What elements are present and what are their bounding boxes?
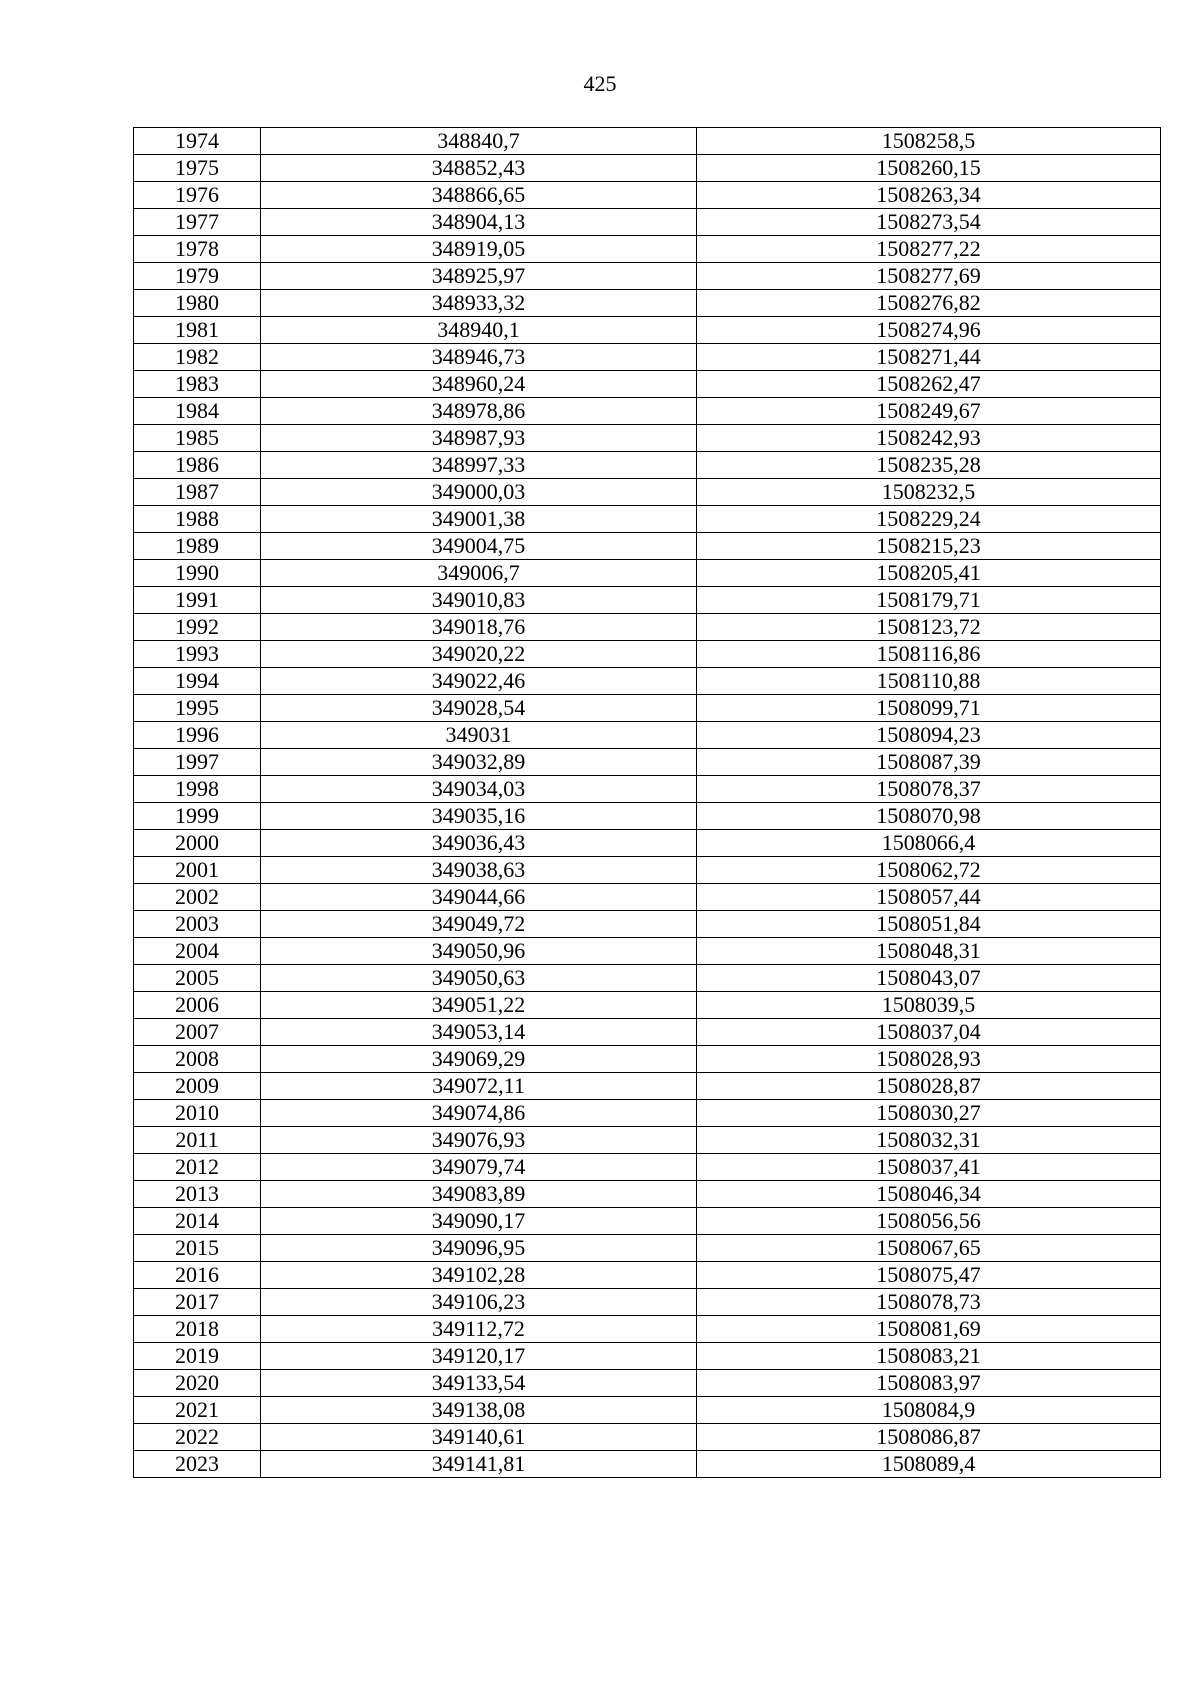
- x-coordinate-cell: 349018,76: [261, 614, 697, 641]
- year-cell: 2008: [134, 1046, 261, 1073]
- x-coordinate-cell: 348904,13: [261, 209, 697, 236]
- table-row: [134, 128, 1161, 155]
- x-coordinate-cell: 349022,46: [261, 668, 697, 695]
- table-row: [134, 1316, 1161, 1343]
- table-row: [134, 155, 1161, 182]
- x-coordinate-cell: 348840,7: [261, 128, 697, 155]
- x-coordinate-cell: 348852,43: [261, 155, 697, 182]
- x-coordinate-cell: 349010,83: [261, 587, 697, 614]
- x-coordinate-cell: 348925,97: [261, 263, 697, 290]
- y-coordinate-cell: 1508057,44: [697, 884, 1161, 911]
- year-cell: 2004: [134, 938, 261, 965]
- table-row: [134, 1343, 1161, 1370]
- year-cell: 2023: [134, 1451, 261, 1478]
- table-row: [134, 587, 1161, 614]
- x-coordinate-cell: 349138,08: [261, 1397, 697, 1424]
- y-coordinate-cell: 1508030,27: [697, 1100, 1161, 1127]
- table-row: [134, 1208, 1161, 1235]
- table-row: [134, 263, 1161, 290]
- x-coordinate-cell: 348946,73: [261, 344, 697, 371]
- y-coordinate-cell: 1508086,87: [697, 1424, 1161, 1451]
- table-row: [134, 884, 1161, 911]
- y-coordinate-cell: 1508249,67: [697, 398, 1161, 425]
- y-coordinate-cell: 1508032,31: [697, 1127, 1161, 1154]
- x-coordinate-cell: 349141,81: [261, 1451, 697, 1478]
- table-body: [134, 128, 1161, 1478]
- year-cell: 2003: [134, 911, 261, 938]
- year-cell: 1997: [134, 749, 261, 776]
- y-coordinate-cell: 1508037,04: [697, 1019, 1161, 1046]
- x-coordinate-cell: 348997,33: [261, 452, 697, 479]
- y-coordinate-cell: 1508110,88: [697, 668, 1161, 695]
- y-coordinate-cell: 1508051,84: [697, 911, 1161, 938]
- year-cell: 2001: [134, 857, 261, 884]
- x-coordinate-cell: 349032,89: [261, 749, 697, 776]
- year-cell: 1986: [134, 452, 261, 479]
- y-coordinate-cell: 1508116,86: [697, 641, 1161, 668]
- year-cell: 2002: [134, 884, 261, 911]
- table-row: [134, 1235, 1161, 1262]
- x-coordinate-cell: 349049,72: [261, 911, 697, 938]
- x-coordinate-cell: 349044,66: [261, 884, 697, 911]
- table-row: [134, 1262, 1161, 1289]
- table-row: [134, 1451, 1161, 1478]
- x-coordinate-cell: 349053,14: [261, 1019, 697, 1046]
- year-cell: 2005: [134, 965, 261, 992]
- year-cell: 2021: [134, 1397, 261, 1424]
- y-coordinate-cell: 1508084,9: [697, 1397, 1161, 1424]
- year-cell: 1987: [134, 479, 261, 506]
- table-row: [134, 722, 1161, 749]
- table-row: [134, 1289, 1161, 1316]
- table-row: [134, 236, 1161, 263]
- y-coordinate-cell: 1508277,22: [697, 236, 1161, 263]
- y-coordinate-cell: 1508089,4: [697, 1451, 1161, 1478]
- table-row: [134, 317, 1161, 344]
- table-row: [134, 398, 1161, 425]
- year-cell: 1979: [134, 263, 261, 290]
- year-cell: 2018: [134, 1316, 261, 1343]
- table-row: [134, 1424, 1161, 1451]
- table-row: [134, 1127, 1161, 1154]
- y-coordinate-cell: 1508046,34: [697, 1181, 1161, 1208]
- y-coordinate-cell: 1508260,15: [697, 155, 1161, 182]
- x-coordinate-cell: 349090,17: [261, 1208, 697, 1235]
- x-coordinate-cell: 349051,22: [261, 992, 697, 1019]
- table-row: [134, 371, 1161, 398]
- y-coordinate-cell: 1508066,4: [697, 830, 1161, 857]
- table-row: [134, 1019, 1161, 1046]
- year-cell: 1981: [134, 317, 261, 344]
- year-cell: 2020: [134, 1370, 261, 1397]
- table-row: [134, 965, 1161, 992]
- year-cell: 2013: [134, 1181, 261, 1208]
- table-row: [134, 992, 1161, 1019]
- x-coordinate-cell: 349083,89: [261, 1181, 697, 1208]
- y-coordinate-cell: 1508242,93: [697, 425, 1161, 452]
- x-coordinate-cell: 349140,61: [261, 1424, 697, 1451]
- year-cell: 1974: [134, 128, 261, 155]
- table-row: [134, 290, 1161, 317]
- x-coordinate-cell: 348960,24: [261, 371, 697, 398]
- year-cell: 1990: [134, 560, 261, 587]
- year-cell: 1994: [134, 668, 261, 695]
- y-coordinate-cell: 1508263,34: [697, 182, 1161, 209]
- table-row: [134, 1370, 1161, 1397]
- y-coordinate-cell: 1508028,93: [697, 1046, 1161, 1073]
- y-coordinate-cell: 1508229,24: [697, 506, 1161, 533]
- table-row: [134, 1181, 1161, 1208]
- y-coordinate-cell: 1508056,56: [697, 1208, 1161, 1235]
- x-coordinate-cell: 349072,11: [261, 1073, 697, 1100]
- x-coordinate-cell: 349120,17: [261, 1343, 697, 1370]
- coordinates-table: [133, 127, 1161, 1478]
- x-coordinate-cell: 349028,54: [261, 695, 697, 722]
- y-coordinate-cell: 1508274,96: [697, 317, 1161, 344]
- year-cell: 2009: [134, 1073, 261, 1100]
- x-coordinate-cell: 348987,93: [261, 425, 697, 452]
- y-coordinate-cell: 1508087,39: [697, 749, 1161, 776]
- x-coordinate-cell: 349079,74: [261, 1154, 697, 1181]
- year-cell: 2011: [134, 1127, 261, 1154]
- year-cell: 1992: [134, 614, 261, 641]
- year-cell: 2000: [134, 830, 261, 857]
- y-coordinate-cell: 1508067,65: [697, 1235, 1161, 1262]
- table-row: [134, 938, 1161, 965]
- table-row: [134, 1100, 1161, 1127]
- table-row: [134, 560, 1161, 587]
- year-cell: 1980: [134, 290, 261, 317]
- year-cell: 1999: [134, 803, 261, 830]
- y-coordinate-cell: 1508123,72: [697, 614, 1161, 641]
- year-cell: 1984: [134, 398, 261, 425]
- table-row: [134, 344, 1161, 371]
- x-coordinate-cell: 349031: [261, 722, 697, 749]
- table-row: [134, 857, 1161, 884]
- table-row: [134, 695, 1161, 722]
- year-cell: 1978: [134, 236, 261, 263]
- year-cell: 1991: [134, 587, 261, 614]
- table-row: [134, 1046, 1161, 1073]
- x-coordinate-cell: 349001,38: [261, 506, 697, 533]
- table-row: [134, 1073, 1161, 1100]
- year-cell: 2022: [134, 1424, 261, 1451]
- table-row: [134, 803, 1161, 830]
- table-row: [134, 668, 1161, 695]
- y-coordinate-cell: 1508215,23: [697, 533, 1161, 560]
- x-coordinate-cell: 348866,65: [261, 182, 697, 209]
- year-cell: 2015: [134, 1235, 261, 1262]
- y-coordinate-cell: 1508083,97: [697, 1370, 1161, 1397]
- x-coordinate-cell: 348933,32: [261, 290, 697, 317]
- table-row: [134, 533, 1161, 560]
- y-coordinate-cell: 1508081,69: [697, 1316, 1161, 1343]
- year-cell: 1976: [134, 182, 261, 209]
- x-coordinate-cell: 348978,86: [261, 398, 697, 425]
- year-cell: 1982: [134, 344, 261, 371]
- y-coordinate-cell: 1508099,71: [697, 695, 1161, 722]
- y-coordinate-cell: 1508258,5: [697, 128, 1161, 155]
- y-coordinate-cell: 1508083,21: [697, 1343, 1161, 1370]
- y-coordinate-cell: 1508062,72: [697, 857, 1161, 884]
- y-coordinate-cell: 1508271,44: [697, 344, 1161, 371]
- y-coordinate-cell: 1508048,31: [697, 938, 1161, 965]
- x-coordinate-cell: 349112,72: [261, 1316, 697, 1343]
- table-row: [134, 452, 1161, 479]
- table-row: [134, 911, 1161, 938]
- x-coordinate-cell: 349036,43: [261, 830, 697, 857]
- x-coordinate-cell: 348940,1: [261, 317, 697, 344]
- x-coordinate-cell: 349133,54: [261, 1370, 697, 1397]
- x-coordinate-cell: 349004,75: [261, 533, 697, 560]
- table-row: [134, 830, 1161, 857]
- table-row: [134, 749, 1161, 776]
- table-row: [134, 182, 1161, 209]
- year-cell: 1995: [134, 695, 261, 722]
- y-coordinate-cell: 1508205,41: [697, 560, 1161, 587]
- year-cell: 1983: [134, 371, 261, 398]
- y-coordinate-cell: 1508179,71: [697, 587, 1161, 614]
- y-coordinate-cell: 1508078,37: [697, 776, 1161, 803]
- y-coordinate-cell: 1508078,73: [697, 1289, 1161, 1316]
- x-coordinate-cell: 349000,03: [261, 479, 697, 506]
- y-coordinate-cell: 1508075,47: [697, 1262, 1161, 1289]
- year-cell: 1988: [134, 506, 261, 533]
- table-row: [134, 1154, 1161, 1181]
- year-cell: 1998: [134, 776, 261, 803]
- y-coordinate-cell: 1508037,41: [697, 1154, 1161, 1181]
- year-cell: 2019: [134, 1343, 261, 1370]
- table-row: [134, 776, 1161, 803]
- y-coordinate-cell: 1508273,54: [697, 209, 1161, 236]
- year-cell: 1996: [134, 722, 261, 749]
- y-coordinate-cell: 1508028,87: [697, 1073, 1161, 1100]
- x-coordinate-cell: 349020,22: [261, 641, 697, 668]
- x-coordinate-cell: 348919,05: [261, 236, 697, 263]
- x-coordinate-cell: 349074,86: [261, 1100, 697, 1127]
- year-cell: 1985: [134, 425, 261, 452]
- x-coordinate-cell: 349106,23: [261, 1289, 697, 1316]
- y-coordinate-cell: 1508043,07: [697, 965, 1161, 992]
- x-coordinate-cell: 349076,93: [261, 1127, 697, 1154]
- table-row: [134, 1397, 1161, 1424]
- y-coordinate-cell: 1508277,69: [697, 263, 1161, 290]
- year-cell: 2016: [134, 1262, 261, 1289]
- year-cell: 1993: [134, 641, 261, 668]
- table-row: [134, 506, 1161, 533]
- x-coordinate-cell: 349069,29: [261, 1046, 697, 1073]
- table-row: [134, 641, 1161, 668]
- x-coordinate-cell: 349050,96: [261, 938, 697, 965]
- x-coordinate-cell: 349102,28: [261, 1262, 697, 1289]
- table-row: [134, 209, 1161, 236]
- year-cell: 1989: [134, 533, 261, 560]
- year-cell: 2014: [134, 1208, 261, 1235]
- year-cell: 2007: [134, 1019, 261, 1046]
- year-cell: 1975: [134, 155, 261, 182]
- year-cell: 2017: [134, 1289, 261, 1316]
- x-coordinate-cell: 349096,95: [261, 1235, 697, 1262]
- table-row: [134, 425, 1161, 452]
- year-cell: 1977: [134, 209, 261, 236]
- y-coordinate-cell: 1508094,23: [697, 722, 1161, 749]
- x-coordinate-cell: 349038,63: [261, 857, 697, 884]
- year-cell: 2012: [134, 1154, 261, 1181]
- table-row: [134, 614, 1161, 641]
- y-coordinate-cell: 1508235,28: [697, 452, 1161, 479]
- y-coordinate-cell: 1508070,98: [697, 803, 1161, 830]
- page-number: 425: [583, 71, 617, 96]
- year-cell: 2006: [134, 992, 261, 1019]
- y-coordinate-cell: 1508262,47: [697, 371, 1161, 398]
- x-coordinate-cell: 349035,16: [261, 803, 697, 830]
- x-coordinate-cell: 349034,03: [261, 776, 697, 803]
- y-coordinate-cell: 1508232,5: [697, 479, 1161, 506]
- x-coordinate-cell: 349050,63: [261, 965, 697, 992]
- x-coordinate-cell: 349006,7: [261, 560, 697, 587]
- year-cell: 2010: [134, 1100, 261, 1127]
- table-row: [134, 479, 1161, 506]
- y-coordinate-cell: 1508276,82: [697, 290, 1161, 317]
- y-coordinate-cell: 1508039,5: [697, 992, 1161, 1019]
